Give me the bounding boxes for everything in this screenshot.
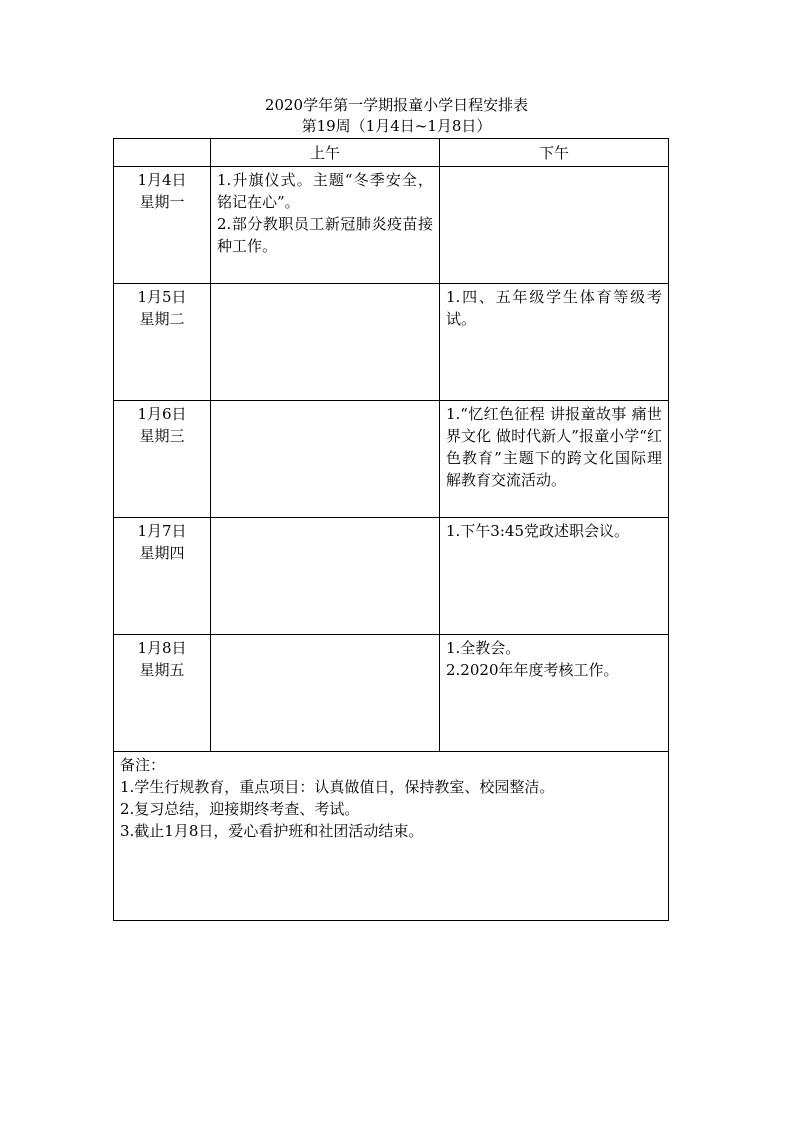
- day-row-friday: [114, 635, 669, 752]
- notes-row: [114, 752, 669, 921]
- notes-label: 备注：: [120, 756, 166, 774]
- afternoon-entry: 1.四、五年级学生体育等级考试。: [446, 288, 662, 328]
- document-title: 2020学年第一学期报童小学日程安排表: [264, 96, 529, 114]
- header-day: [114, 139, 211, 167]
- day-row-tuesday: [114, 284, 669, 401]
- day-row-thursday: [114, 518, 669, 635]
- morning-cell: [211, 401, 440, 518]
- morning-cell: [211, 284, 440, 401]
- header-row: [114, 139, 669, 167]
- day-row-monday: [114, 167, 669, 284]
- afternoon-cell: [440, 401, 669, 518]
- day-cell: [114, 167, 211, 284]
- day-weekday: 星期一: [139, 193, 185, 211]
- notes-item: 3.截止1月8日，爱心看护班和社团活动结束。: [120, 822, 424, 840]
- day-date: 1月6日: [137, 405, 187, 423]
- schedule-table: [113, 138, 669, 921]
- morning-entry: 2.部分教职员工新冠肺炎疫苗接种工作。: [217, 215, 433, 255]
- day-date: 1月5日: [137, 288, 187, 306]
- afternoon-cell: [440, 518, 669, 635]
- day-weekday: 星期二: [139, 310, 185, 328]
- day-date: 1月4日: [137, 171, 187, 189]
- afternoon-cell: [440, 635, 669, 752]
- header-morning: 上午: [211, 139, 440, 167]
- day-weekday: 星期四: [139, 544, 185, 562]
- afternoon-entry: 1.全教会。: [446, 639, 521, 657]
- morning-cell: [211, 518, 440, 635]
- day-cell: [114, 518, 211, 635]
- header-afternoon: 下午: [440, 139, 669, 167]
- notes-cell: [114, 752, 669, 921]
- day-row-wednesday: [114, 401, 669, 518]
- notes-item: 1.学生行规教育，重点项目：认真做值日，保持教室、校园整洁。: [120, 778, 555, 796]
- morning-cell: [211, 167, 440, 284]
- day-cell: [114, 635, 211, 752]
- document-subtitle: 第19周（1月4日~1月8日）: [301, 117, 492, 135]
- day-cell: [114, 401, 211, 518]
- day-date: 1月8日: [137, 639, 187, 657]
- afternoon-entry: 1.“忆红色征程 讲报童故事 痛世界文化 做时代新人”报童小学“红色教育”主题下的跨文化国际理解教育交流活动。: [446, 405, 662, 489]
- afternoon-entry: 2.2020年年度考核工作。: [446, 661, 619, 679]
- day-weekday: 星期三: [139, 427, 185, 445]
- afternoon-cell: [440, 167, 669, 284]
- day-cell: [114, 284, 211, 401]
- afternoon-entry: 1.下午3:45党政述职会议。: [446, 522, 629, 540]
- morning-cell: [211, 635, 440, 752]
- notes-item: 2.复习总结，迎接期终考查、考试。: [120, 800, 360, 818]
- morning-entry: 1.升旗仪式。主题“冬季安全，铭记在心”。: [217, 171, 433, 211]
- afternoon-cell: [440, 284, 669, 401]
- day-date: 1月7日: [137, 522, 187, 540]
- day-weekday: 星期五: [139, 661, 185, 679]
